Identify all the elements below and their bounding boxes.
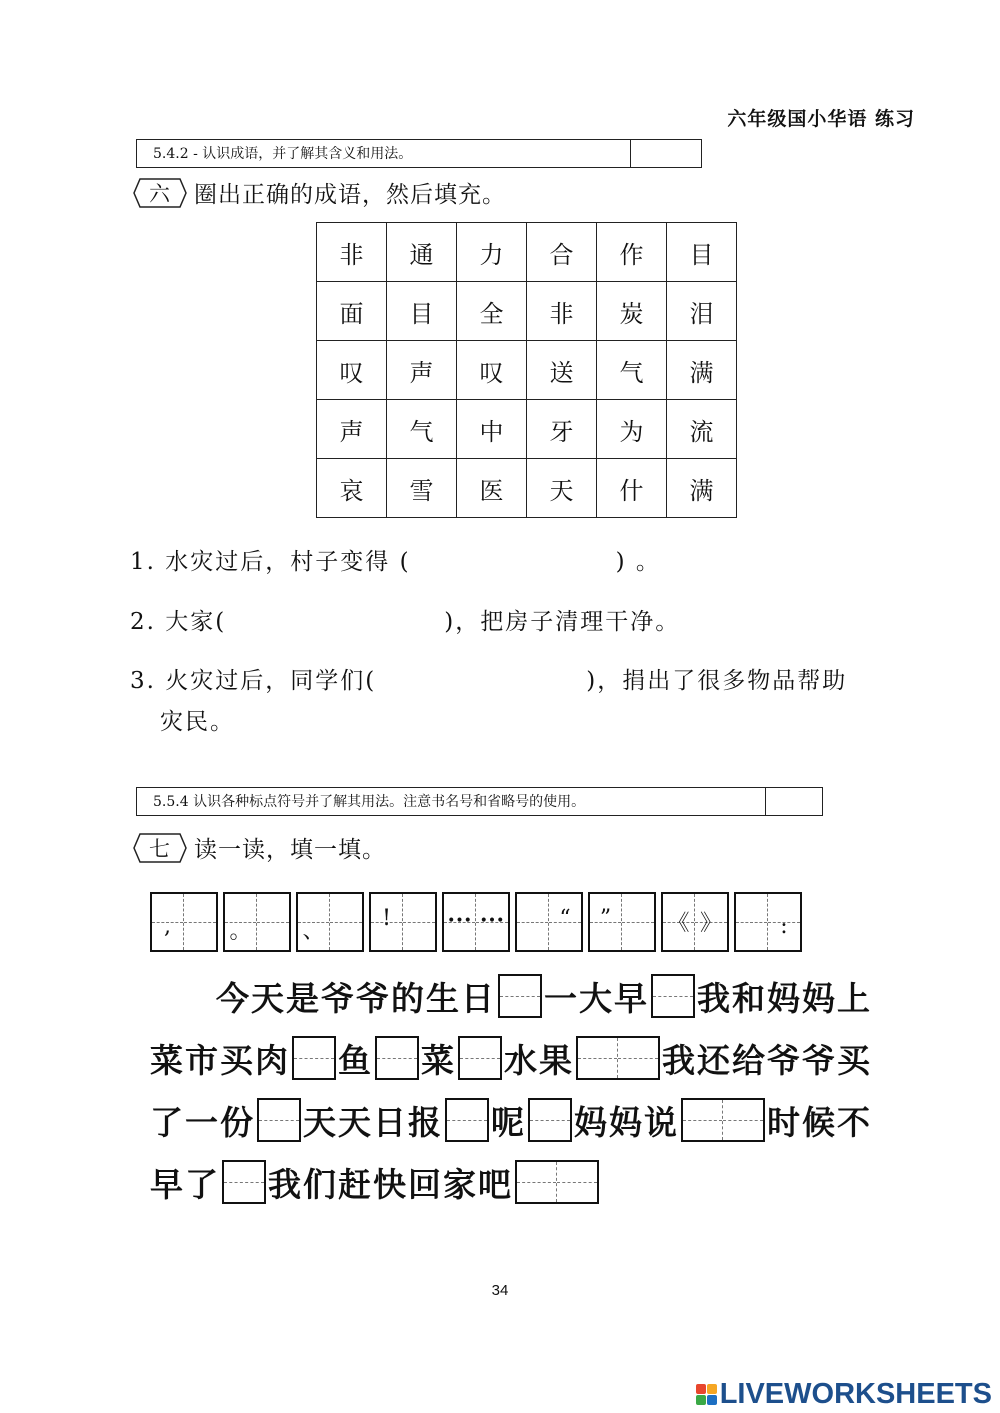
story-line-1: 今天是爷爷的生日 一大早 我和妈妈上: [150, 965, 910, 1027]
punct-answer-box[interactable]: [445, 1098, 489, 1142]
punct-answer-box[interactable]: [222, 1160, 266, 1204]
section-6-title: [132, 176, 506, 209]
punctuation-open-quote[interactable]: “: [515, 892, 583, 952]
standard-box-5-5-4: [136, 787, 823, 816]
punct-answer-box[interactable]: [375, 1036, 419, 1080]
idiom-grid-cell[interactable]: 牙: [527, 400, 597, 459]
worksheet-header-title: 六年级国小华语 练习: [727, 108, 915, 130]
idiom-grid-cell[interactable]: 非: [527, 282, 597, 341]
punct-answer-box[interactable]: [292, 1036, 336, 1080]
question-1: 1. 水灾过后，村子变得 ( ) 。: [130, 549, 661, 575]
idiom-grid-cell[interactable]: 目: [387, 282, 457, 341]
idiom-grid-row: [317, 459, 737, 518]
idiom-grid-row: [317, 282, 737, 341]
standard-text: 5.5.4 认识各种标点符号并了解其用法。注意书名号和省略号的使用。: [137, 788, 766, 815]
standard-text: 5.4.2 - 认识成语，并了解其含义和用法。: [137, 140, 631, 167]
story-passage: [150, 965, 910, 1213]
punct-answer-box-wide[interactable]: [515, 1160, 599, 1204]
section-6-instruction: 圈出正确的成语，然后填充。: [194, 182, 506, 208]
idiom-grid-cell[interactable]: 目: [667, 223, 737, 282]
punctuation-close-quote[interactable]: ”: [588, 892, 656, 952]
idiom-grid-cell[interactable]: 气: [597, 341, 667, 400]
idiom-grid-cell[interactable]: 流: [667, 400, 737, 459]
idiom-grid-cell[interactable]: 合: [527, 223, 597, 282]
punct-answer-box[interactable]: [651, 974, 695, 1018]
punctuation-comma[interactable]: ,: [150, 892, 218, 952]
punctuation-exclamation[interactable]: !: [369, 892, 437, 952]
section-7-title: [132, 831, 386, 864]
liveworksheets-mark-icon: [696, 1384, 717, 1405]
idiom-grid-cell[interactable]: 满: [667, 341, 737, 400]
punctuation-book-title-marks[interactable]: 《 》: [661, 892, 729, 952]
page-number: 34: [491, 1282, 509, 1299]
idiom-grid-cell[interactable]: 满: [667, 459, 737, 518]
story-line-2: 菜市买肉 鱼 菜 水果 我还给爷爷买: [150, 1027, 910, 1089]
idiom-grid-cell[interactable]: 炭: [597, 282, 667, 341]
punct-answer-box[interactable]: [528, 1098, 572, 1142]
section-badge-6: 六: [132, 177, 188, 209]
idiom-grid-cell[interactable]: 非: [317, 223, 387, 282]
idiom-grid: [316, 222, 737, 518]
idiom-grid-cell[interactable]: 气: [387, 400, 457, 459]
punct-answer-box[interactable]: [458, 1036, 502, 1080]
standard-box-5-4-2: [136, 139, 702, 168]
idiom-grid-cell[interactable]: 医: [457, 459, 527, 518]
punct-answer-box-wide[interactable]: [576, 1036, 660, 1080]
question-3: 3. 火灾过后，同学们( )，捐出了很多物品帮助: [130, 668, 848, 694]
idiom-grid-cell[interactable]: 哀: [317, 459, 387, 518]
punctuation-bank: [150, 892, 802, 952]
idiom-grid-cell[interactable]: 声: [387, 341, 457, 400]
punct-answer-box-wide[interactable]: [681, 1098, 765, 1142]
punctuation-period[interactable]: 。: [223, 892, 291, 952]
punctuation-colon[interactable]: :: [734, 892, 802, 952]
idiom-grid-cell[interactable]: 叹: [317, 341, 387, 400]
liveworksheets-logo: LIVEWORKSHEETS: [696, 1378, 992, 1411]
idiom-grid-cell[interactable]: 中: [457, 400, 527, 459]
punct-answer-box[interactable]: [498, 974, 542, 1018]
idiom-grid-cell[interactable]: 全: [457, 282, 527, 341]
story-line-3: 了一份 天天日报 呢 妈妈说 时候不: [150, 1089, 910, 1151]
idiom-grid-cell[interactable]: 叹: [457, 341, 527, 400]
idiom-grid-cell[interactable]: 力: [457, 223, 527, 282]
idiom-grid-cell[interactable]: 通: [387, 223, 457, 282]
idiom-grid-cell[interactable]: 雪: [387, 459, 457, 518]
idiom-grid-cell[interactable]: 天: [527, 459, 597, 518]
standard-score-cell: [631, 140, 701, 167]
idiom-grid-row: [317, 223, 737, 282]
idiom-grid-cell[interactable]: 送: [527, 341, 597, 400]
idiom-grid-cell[interactable]: 面: [317, 282, 387, 341]
punct-answer-box[interactable]: [257, 1098, 301, 1142]
idiom-grid-cell[interactable]: 什: [597, 459, 667, 518]
idiom-grid-cell[interactable]: 为: [597, 400, 667, 459]
idiom-grid-cell[interactable]: 声: [317, 400, 387, 459]
idiom-grid-cell[interactable]: 泪: [667, 282, 737, 341]
section-7-instruction: 读一读，填一填。: [194, 837, 386, 863]
section-badge-7: 七: [132, 832, 188, 864]
idiom-grid-row: [317, 341, 737, 400]
idiom-grid-row: [317, 400, 737, 459]
question-3-continued: 灾民。: [160, 709, 235, 735]
question-2: 2. 大家( )，把房子清理干净。: [130, 609, 681, 635]
story-line-4: 早了 我们赶快回家吧: [150, 1151, 910, 1213]
punctuation-enumeration-comma[interactable]: 、: [296, 892, 364, 952]
standard-score-cell: [766, 788, 822, 815]
idiom-grid-cell[interactable]: 作: [597, 223, 667, 282]
punctuation-ellipsis[interactable]: ••• •••: [442, 892, 510, 952]
